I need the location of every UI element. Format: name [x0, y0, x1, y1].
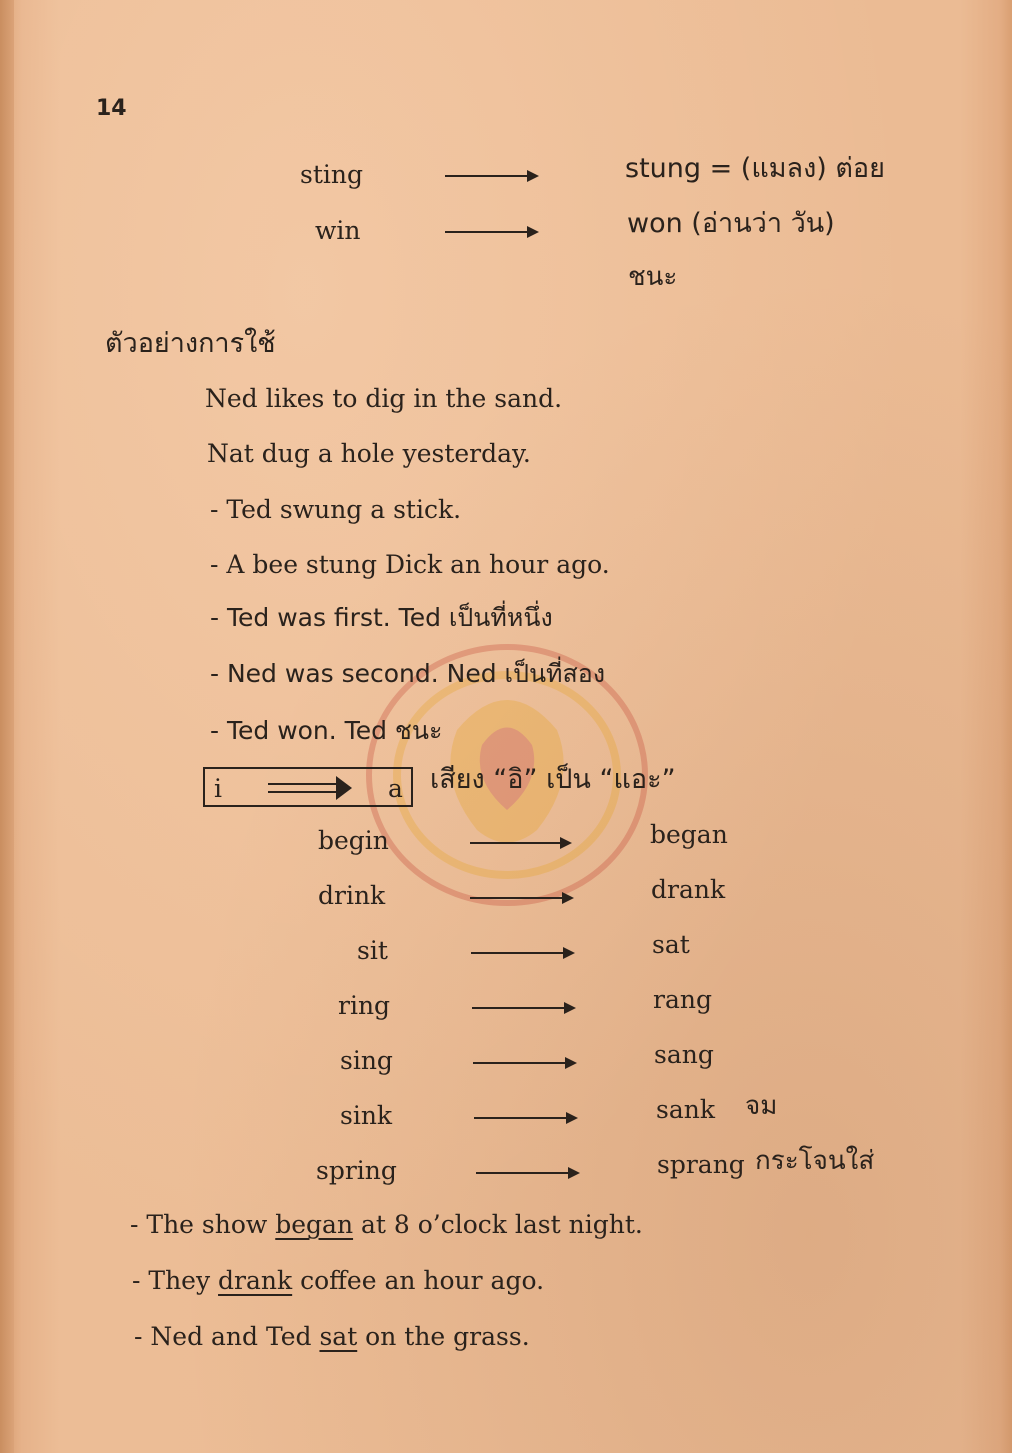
example-sentence: - A bee stung Dick an hour ago. [210, 550, 610, 579]
verb-base: begin [318, 826, 389, 855]
rule-description: เสียง “อิ” เป็น “แอะ” [430, 764, 676, 795]
arrow-icon [445, 175, 537, 177]
verb-past-stung: stung = (แมลง) ต่อย [625, 153, 885, 184]
underlined-verb: drank [218, 1266, 293, 1295]
arrow-icon [470, 897, 572, 899]
sentence-part: on the grass. [357, 1322, 530, 1351]
example-sentence: Nat dug a hole yesterday. [207, 439, 531, 468]
final-example [134, 1324, 530, 1349]
sentence-part: coffee an hour ago. [292, 1266, 545, 1295]
verb-base: sink [340, 1101, 393, 1130]
page-number: 14 [96, 96, 127, 121]
verb-past: sank [656, 1095, 715, 1124]
example-sentence: - Ned was second. Ned เป็นที่สอง [210, 659, 606, 688]
arrow-icon [472, 1007, 574, 1009]
example-sentence: Ned likes to dig in the sand. [205, 384, 563, 413]
underlined-verb: sat [319, 1322, 358, 1351]
win-meaning: ชนะ [628, 262, 678, 292]
rule-from: i [214, 774, 222, 803]
verb-past: sprang [657, 1150, 745, 1179]
arrow-icon [476, 1172, 578, 1174]
verb-past-won: won (อ่านว่า วัน) [627, 208, 835, 239]
sentence-part: - Ned and Ted [134, 1322, 320, 1351]
example-sentence: - Ted won. Ted ชนะ [210, 716, 443, 745]
verb-base: sit [357, 936, 388, 965]
sentence-part: - The show [130, 1210, 276, 1239]
verb-past: sat [652, 930, 690, 959]
verb-base: ring [338, 991, 391, 1020]
verb-base: spring [316, 1156, 397, 1185]
double-arrow-icon [268, 783, 338, 793]
arrow-icon [471, 952, 573, 954]
examples-heading: ตัวอย่างการใช้ [105, 328, 276, 359]
verb-past: sang [654, 1040, 714, 1069]
verb-meaning: จม [745, 1091, 778, 1121]
example-sentence: - Ted swung a stick. [210, 495, 462, 524]
page-edge [0, 0, 14, 1453]
sentence-part: at 8 o’clock last night. [353, 1210, 643, 1239]
final-example [132, 1268, 544, 1293]
arrow-icon [470, 842, 570, 844]
arrow-icon [473, 1062, 575, 1064]
arrow-icon [474, 1117, 576, 1119]
verb-base: sing [340, 1046, 393, 1075]
underlined-verb: began [275, 1210, 354, 1239]
verb-past: began [650, 820, 728, 849]
rule-to: a [388, 774, 403, 803]
verb-past: drank [651, 875, 726, 904]
verb-meaning: กระโจนใส่ [755, 1146, 875, 1176]
arrow-icon [445, 231, 537, 233]
sentence-part: - They [132, 1266, 219, 1295]
verb-base: drink [318, 881, 386, 910]
verb-past: rang [653, 985, 712, 1014]
example-sentence: - Ted was first. Ted เป็นที่หนึ่ง [210, 603, 553, 632]
final-example [130, 1212, 643, 1237]
verb-base-sting: sting [300, 160, 363, 189]
verb-base-win: win [315, 216, 361, 245]
